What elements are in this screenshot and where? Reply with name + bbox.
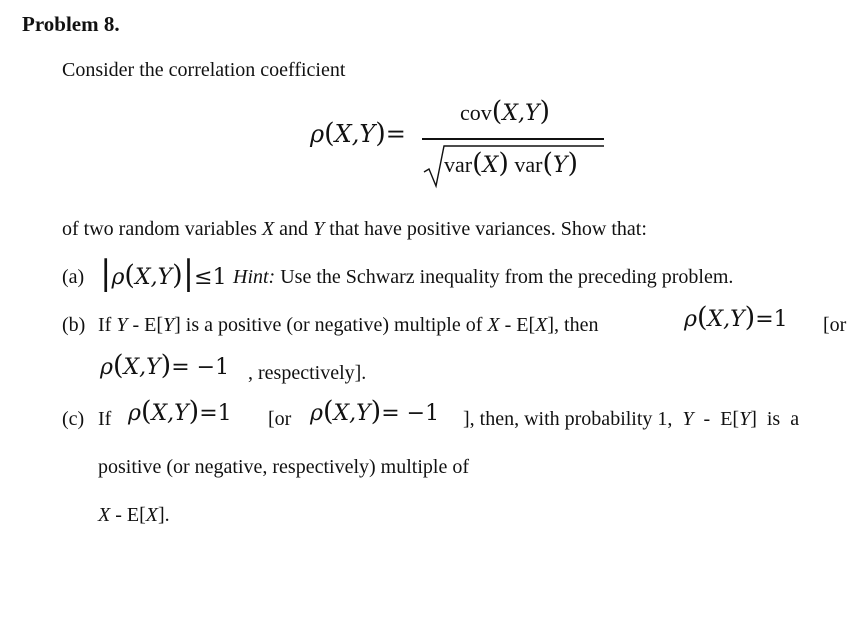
fraction-bar (422, 138, 604, 140)
part-a-math: |ρ(X,Y)|≤1 (100, 253, 227, 293)
part-c-if: If (98, 408, 112, 430)
statement-text: of two random variables X and Y that have positive variances. Show that: (62, 218, 647, 240)
formula-numerator: cov(X,Y) (460, 96, 551, 127)
part-b-math2: ρ(X,Y)= −1 (100, 350, 230, 381)
part-b-label: (b) (62, 314, 86, 336)
part-c-line3: X - E[X]. (98, 504, 170, 526)
part-c-line2: positive (or negative, respectively) multiple of (98, 456, 469, 478)
part-c-tail: ], then, with probability 1, Y - E[Y] is a (463, 408, 800, 430)
hint-label: Hint: (233, 266, 276, 288)
part-b-text: If Y - E[Y] is a positive (or negative) multiple of X - E[X], then (98, 314, 599, 336)
part-b-bracket: [or (823, 314, 847, 336)
problem-title: Problem 8. (22, 12, 120, 36)
hint-text: Use the Schwarz inequality from the preceding problem. (280, 266, 734, 288)
part-c-math1: ρ(X,Y)=1 (128, 396, 232, 427)
formula-denominator: var(X) var(Y) (444, 148, 579, 179)
part-c-label: (c) (62, 408, 85, 430)
part-b-math1: ρ(X,Y)=1 (684, 302, 788, 333)
correlation-formula (310, 96, 610, 196)
part-a-label: (a) (62, 266, 85, 288)
part-b-tail: , respectively]. (248, 362, 367, 384)
part-c-math2: ρ(X,Y)= −1 (310, 396, 440, 427)
formula-lhs: ρ(X,Y)= (310, 118, 406, 149)
part-a-hint (233, 266, 733, 289)
intro-text: Consider the correlation coefficient (62, 59, 346, 81)
part-c-bracket: [or (268, 408, 292, 430)
